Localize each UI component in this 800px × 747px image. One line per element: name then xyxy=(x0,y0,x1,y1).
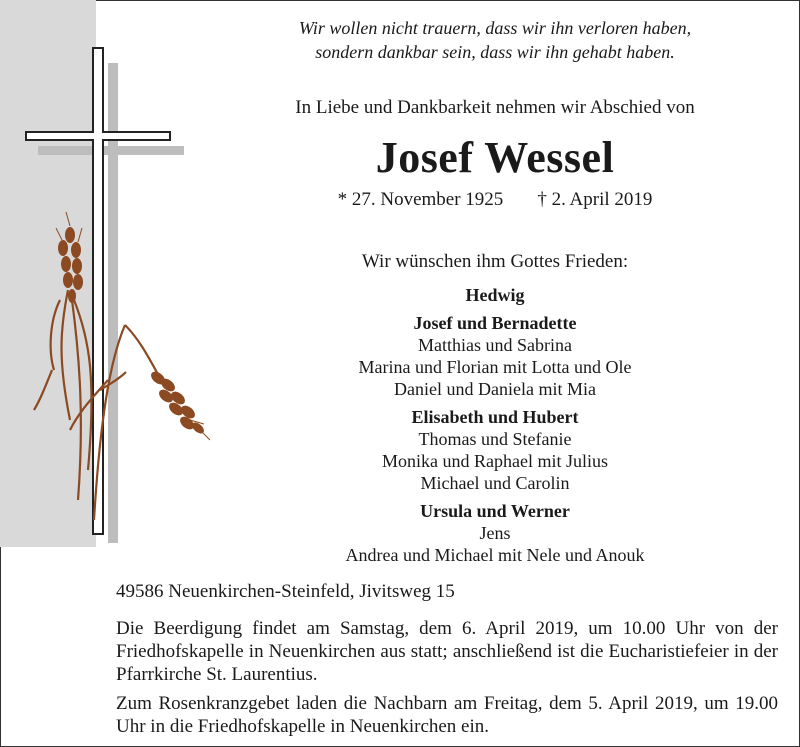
family-member: Marina und Florian mit Lotta und Ole xyxy=(358,357,632,377)
family-member: Michael und Carolin xyxy=(420,473,570,493)
family-head: Elisabeth und Hubert xyxy=(411,407,579,427)
birth-date: * 27. November 1925 xyxy=(337,189,504,210)
deceased-name: Josef Wessel xyxy=(375,133,615,182)
family-member: Matthias und Sabrina xyxy=(418,335,572,355)
family-head: Josef und Bernadette xyxy=(413,313,577,333)
family-member: Monika und Raphael mit Julius xyxy=(382,451,608,471)
wish-text: Wir wünschen ihm Gottes Frieden: xyxy=(361,251,629,272)
address: 49586 Neuenkirchen-Steinfeld, Jivitsweg 15 xyxy=(116,581,455,602)
life-dates xyxy=(250,187,740,213)
rosary-notice: Zum Rosenkranzgebet laden die Nachbarn am Freitag, dem 5. April 2019, um 19.00 Uhr in die Friedhofskapelle in Neuenkirchen ein. xyxy=(116,693,778,737)
family-list xyxy=(250,284,740,566)
cross-and-wheat-art xyxy=(0,0,260,560)
intro-text: In Liebe und Dankbarkeit nehmen wir Abschied von xyxy=(295,97,695,118)
family-head: Ursula und Werner xyxy=(420,501,570,521)
wheat-ear-lower xyxy=(149,369,206,436)
death-date: † 2. April 2019 xyxy=(537,189,653,210)
family-head: Hedwig xyxy=(465,285,525,305)
quote-line-2: sondern dankbar sein, dass wir ihn gehabt haben. xyxy=(315,42,675,62)
quote-line-1: Wir wollen nicht trauern, dass wir ihn verloren haben, xyxy=(298,18,692,38)
family-member: Daniel und Daniela mit Mia xyxy=(394,379,596,399)
quote xyxy=(220,16,770,64)
family-member: Thomas und Stefanie xyxy=(418,429,572,449)
family-member: Jens xyxy=(479,523,511,543)
funeral-notice: Die Beerdigung findet am Samstag, dem 6. April 2019, um 10.00 Uhr von der Friedhofskapelle in Neuenkirchen aus statt; anschließend ist die Eucharistiefeier in der Pfarrkirche St. Laurentius. xyxy=(116,618,778,685)
family-member: Andrea und Michael mit Nele und Anouk xyxy=(345,545,645,565)
